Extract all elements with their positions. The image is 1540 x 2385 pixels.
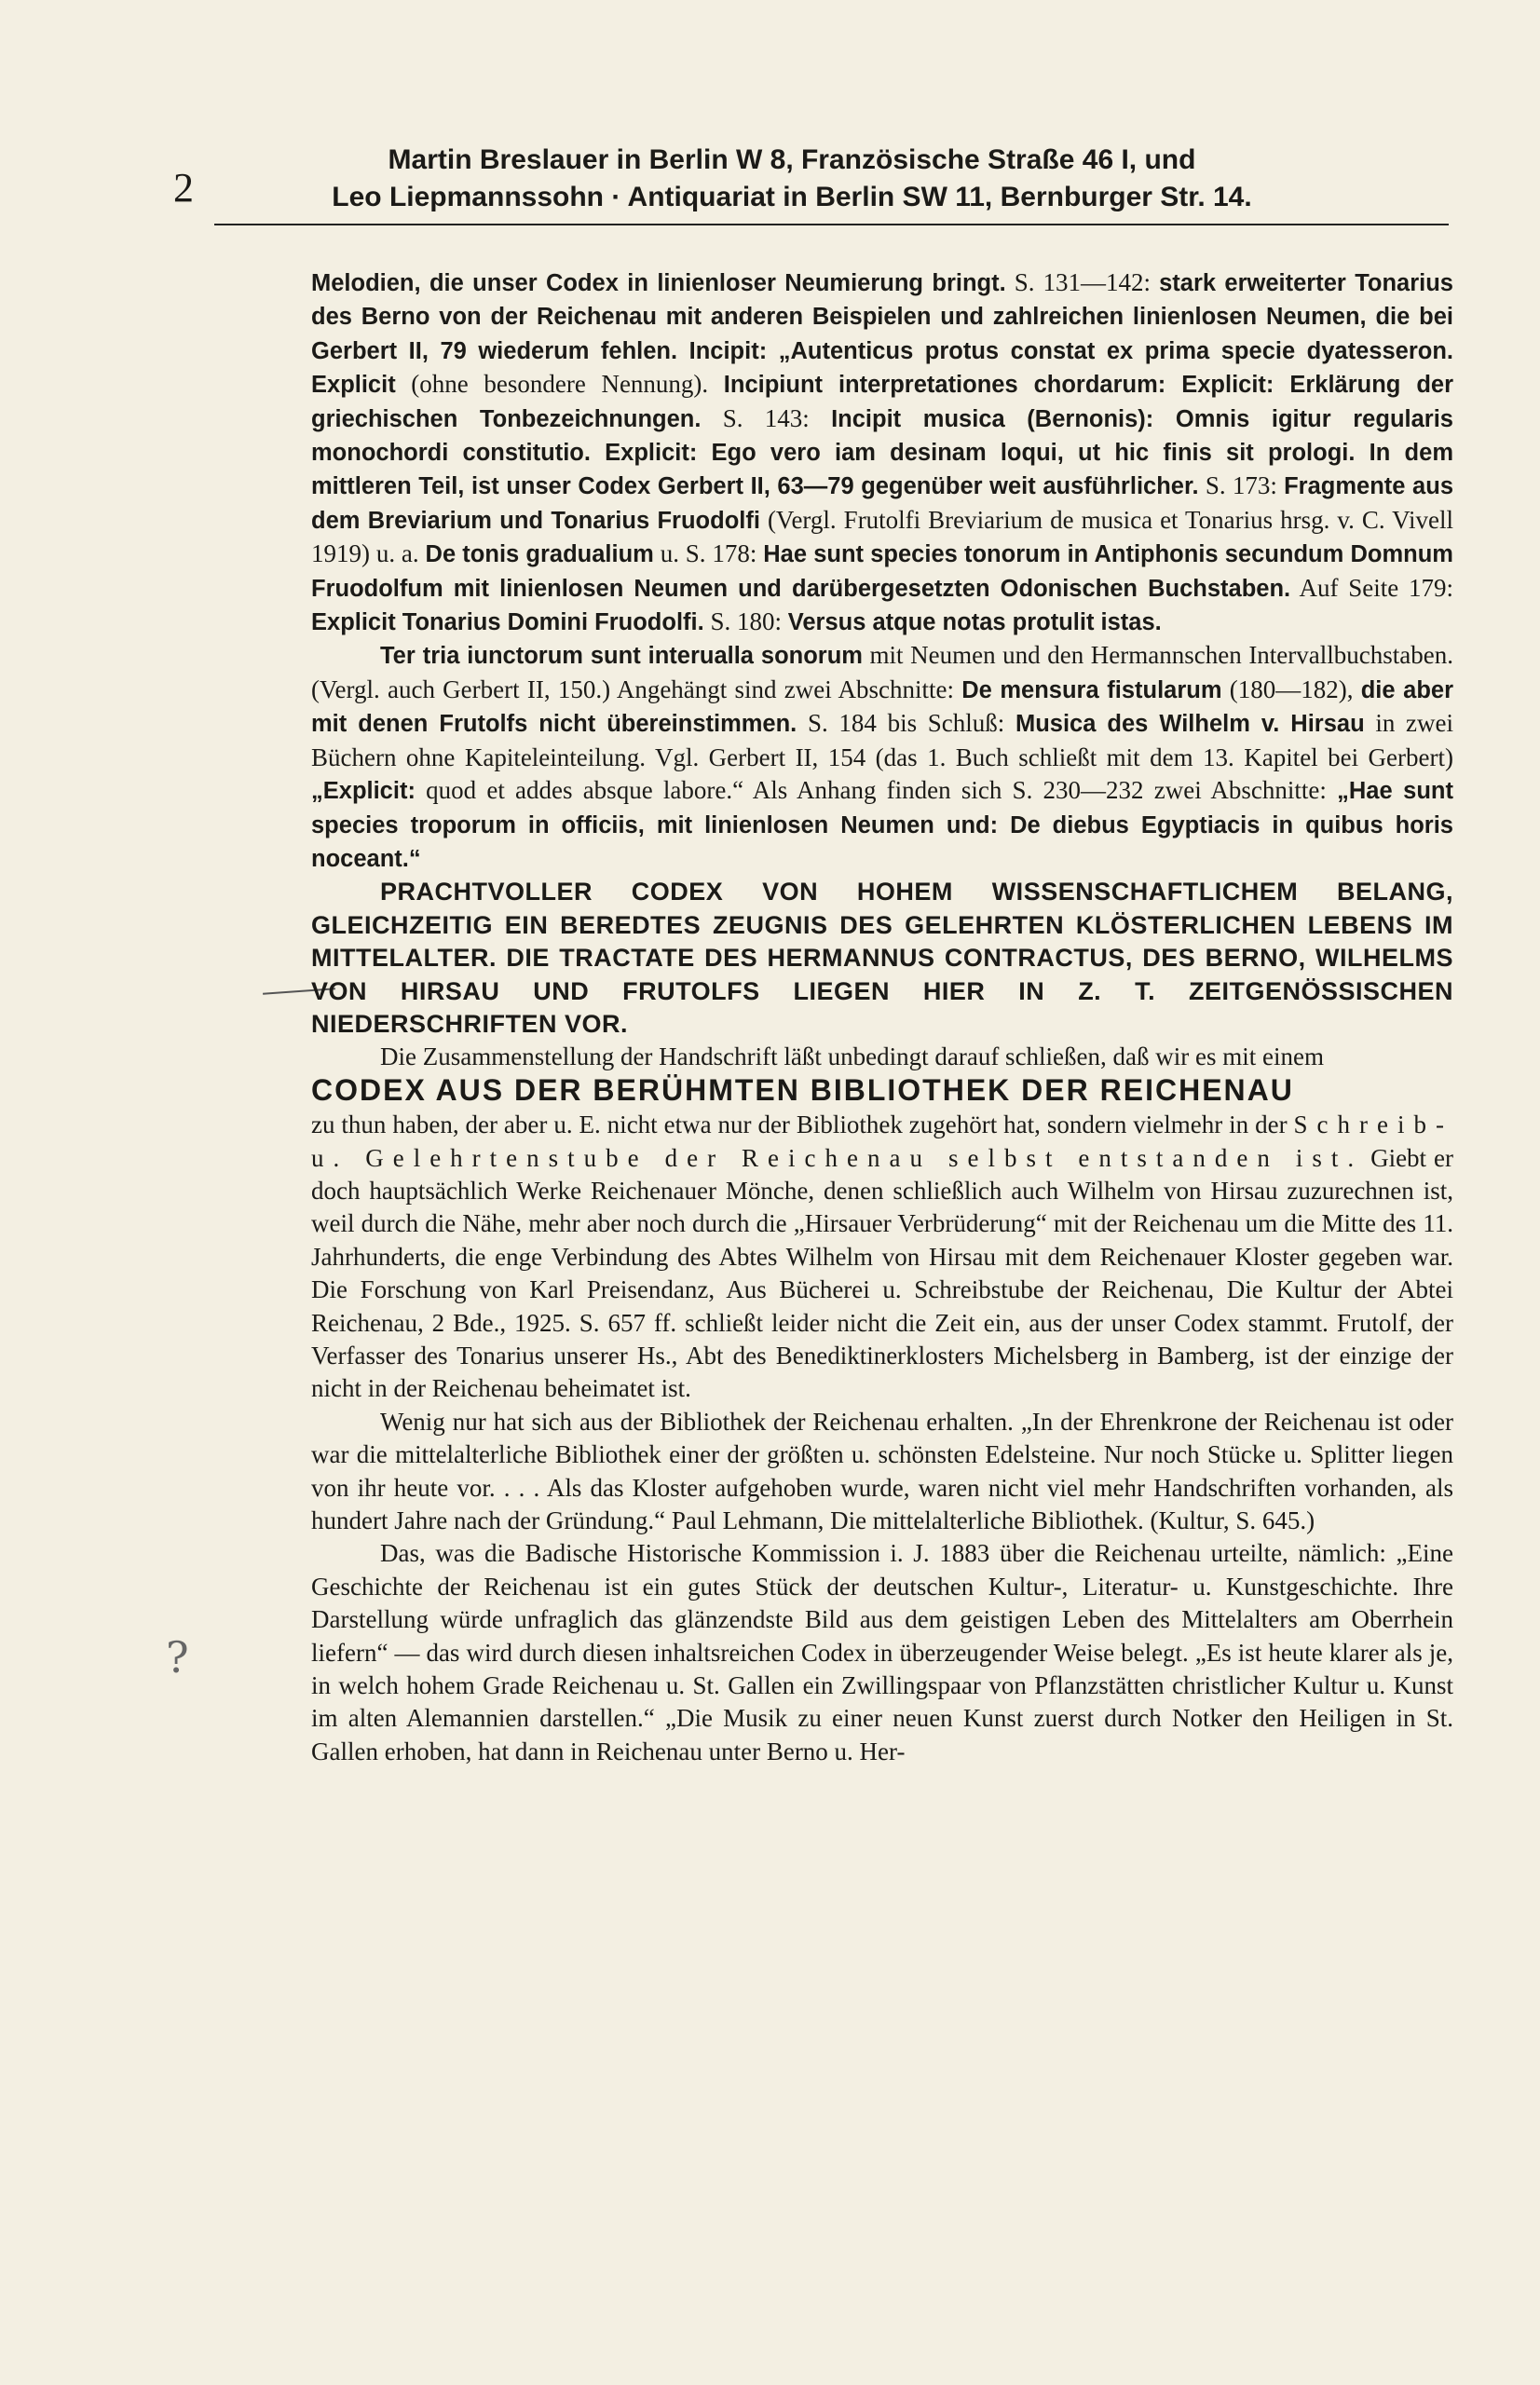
text-bold: Fragmente aus dem Breviarium und Tonarius Fruodolfi xyxy=(311,473,1454,534)
margin-question-mark: ? xyxy=(166,1632,189,1683)
text-regular: Giebt er doch hauptsächlich Werke Reichenauer Mönche, denen schließlich auch Wilhelm von Hirsau zuzurechnen ist, weil durch die Nähe, mehr aber noch durch die „Hirsauer Verbrüderung“ mit der Reichenau um die Mitte des 11. Jahrhunderts, die enge Verbindung des Abtes Wilhelm von Hirsau mit dem Reichenauer Kloster gegeben war. Die Forschung von Karl Preisendanz, Aus Bücherei u. Schreibstube der Reichenau, Die Kultur der Abtei Reichenau, 2 Bde., 1925. S. 657 ff. schließt leider nicht die Zeit ein, aus der unser Codex stammt. Frutolf, der Verfasser des Tonarius unserer Hs., Abt des Benediktinerklosters Michelsberg in Bamberg, ist der einzige der nicht in der Reichenau beheimatet ist. xyxy=(311,1143,1453,1403)
text-bold: stark erweiterter Tonarius des Berno von der Reichenau mit anderen Beispielen und zahlreichen linienlosen Neumen, die bei Gerbert II, 79 wiederum fehlen. Incipit: „Autenticus protus constat ex prima specie dyatesseron. Explicit xyxy=(311,270,1453,399)
paragraph-prachtvoller-codex xyxy=(311,876,1453,1041)
text-bold: Explicit Tonarius Domini Fruodolfi. xyxy=(311,609,704,636)
paragraph-contents-description xyxy=(311,266,1453,639)
text-regular: Die Zusammenstellung der Handschrift läßt unbedingt darauf schließen, daß wir es mit einem xyxy=(380,1043,1324,1071)
body-text xyxy=(311,266,1453,1768)
text-bold: Melodien, die unser Codex in linienloser Neumierung bringt. xyxy=(311,270,1006,296)
text-regular: u. S. 178: xyxy=(653,539,764,568)
text-caps-emphasis: PRACHTVOLLER CODEX VON HOHEM WISSENSCHAFTLICHEM BELANG, GLEICHZEITIG EIN BEREDTES ZEUGNIS DES GELEHRTEN KLÖSTERLICHEN LEBENS IM MITTELALTER. DIE TRACTATE DES HERMANNUS CONTRACTUS, DES BERNO, WILHELMS VON HIRSAU UND FRUTOLFS LIEGEN HIER IN Z. T. ZEITGENÖSSISCHEN NIEDERSCHRIFTEN VOR. xyxy=(311,878,1453,1038)
paragraph-badische-kommission: Das, was die Badische Historische Kommission i. J. 1883 über die Reichenau urteilte, nämlich: „Eine Geschichte der Reichenau ist ein gutes Stück der deutschen Kultur-, Literatur- u. Kunstgeschichte. Ihre Darstellung würde unfraglich das glänzendste Bild aus dem geistigen Leben des Mittelalters am Oberrhein liefern“ — das wird durch diesen inhaltsreichen Codex in überzeugender Weise belegt. „Es ist heute klarer als je, in welch hohem Grade Reichenau u. St. Gallen ein Zwillingspaar von Pflanzstätten christlicher Kultur u. Kunst im alten Alemannien darstellen.“ „Die Musik zu einer neuen Kunst zuerst durch Notker den Heiligen in St. Gallen erhoben, hat dann in Reichenau unter Berno u. Her- xyxy=(311,1539,1453,1765)
text-regular: zu thun haben, der aber u. E. nicht etwa nur der Bibliothek zugehört hat, sondern vielmehr in der xyxy=(311,1111,1288,1139)
text-bold: De tonis gradualium xyxy=(425,541,654,568)
paragraph-zusammenstellung xyxy=(311,1041,1453,1073)
text-regular: S. 131—142: xyxy=(1005,268,1160,296)
text-bold: Ter tria iunctorum sunt interualla sonorum xyxy=(380,643,863,670)
text-bold: „Explicit: xyxy=(311,778,416,805)
page-header xyxy=(279,142,1304,216)
text-bold: Incipit musica (Bernonis): Omnis igitur regularis monochordi constitutio. Explicit: Ego vero iam desinam loqui, ut hic finis sit prologi. In dem mittleren Teil, ist unser Codex Gerbert II, 63—79 gegenüber weit ausführlicher. xyxy=(311,405,1453,500)
text-bold: Incipiunt interpretationes chordarum: Explicit: Erklärung der griechischen Tonbezeichnungen. xyxy=(311,372,1453,432)
text-regular: S. 143: xyxy=(701,403,832,432)
paragraph-bibliothek: Wenig nur hat sich aus der Bibliothek der Reichenau erhalten. „In der Ehrenkrone der Reichenau ist oder war die mittelalterliche Bibliothek einer der größten u. schönsten Edelsteine. Nur noch Stücke u. Splitter liegen von ihr heute vor. . . . Als das Kloster aufgehoben wurde, waren nicht viel mehr Handschriften vorhanden, als hundert Jahre nach der Gründung.“ Paul Lehmann, Die mittelalterliche Bibliothek. (Kultur, S. 645.) xyxy=(311,1407,1453,1535)
codex-heading xyxy=(311,1074,1453,1109)
text-regular: (ohne besondere Nennung). xyxy=(395,370,724,399)
header-divider xyxy=(214,224,1449,225)
text-bold: Musica des Wilhelm v. Hirsau xyxy=(1015,711,1365,738)
paragraph-ter-tria xyxy=(311,639,1453,876)
header-line-2: Leo Liepmannssohn · Antiquariat in Berlin SW 11, Bernburger Str. 14. xyxy=(332,182,1252,212)
text-regular: in zwei Büchern ohne Kapiteleinteilung. Vgl. Gerbert II, 154 (das 1. Buch schließt mit dem 13. Kapitel bei Gerbert) xyxy=(311,709,1453,771)
text-regular: S. 180: xyxy=(703,607,788,636)
text-bold: De mensura fistularum xyxy=(961,676,1222,703)
paragraph-reichenau-origin xyxy=(311,1109,1453,1406)
page-number: 2 xyxy=(173,165,194,211)
text-regular: Auf Seite 179: xyxy=(1290,573,1453,602)
text-spaced: Schreib- u. Gelehrtenstube der Reichenau selbst entstanden ist. xyxy=(311,1111,1453,1172)
text-regular: quod et addes absque labore.“ Als Anhang finden sich S. 230—232 zwei Abschnitte: xyxy=(415,776,1338,805)
text-bold: die aber mit denen Frutolfs nicht übereinstimmen. xyxy=(311,676,1454,738)
text-big-caps: CODEX AUS DER BERÜHMTEN BIBLIOTHEK DER REICHENAU xyxy=(311,1072,1294,1107)
text-bold: Hae sunt species tonorum in Antiphonis secundum Domnum Fruodolfum mit linienlosen Neumen und darübergesetzten Odonischen Buchstaben. xyxy=(311,541,1453,602)
header-line-1: Martin Breslauer in Berlin W 8, Französische Straße 46 I, und xyxy=(388,144,1196,175)
text-bold: „Hae sunt species troporum in officiis, mit linienlosen Neumen und: De diebus Egyptiacis in quibus horis noceant.“ xyxy=(311,778,1453,872)
text-regular: (180—182), xyxy=(1221,675,1361,703)
text-bold: Versus atque notas protulit istas. xyxy=(787,609,1162,636)
text-regular: S. 173: xyxy=(1198,471,1285,500)
text-regular: mit Neumen und den Hermannschen Intervallbuchstaben. (Vergl. auch Gerbert II, 150.) Angehängt sind zwei Abschnitte: xyxy=(311,641,1453,703)
text-regular: (Vergl. Frutolfi Breviarium de musica et Tonarius hrsg. v. C. Vivell 1919) u. a. xyxy=(311,505,1453,568)
text-regular: S. 184 bis Schluß: xyxy=(797,709,1015,738)
